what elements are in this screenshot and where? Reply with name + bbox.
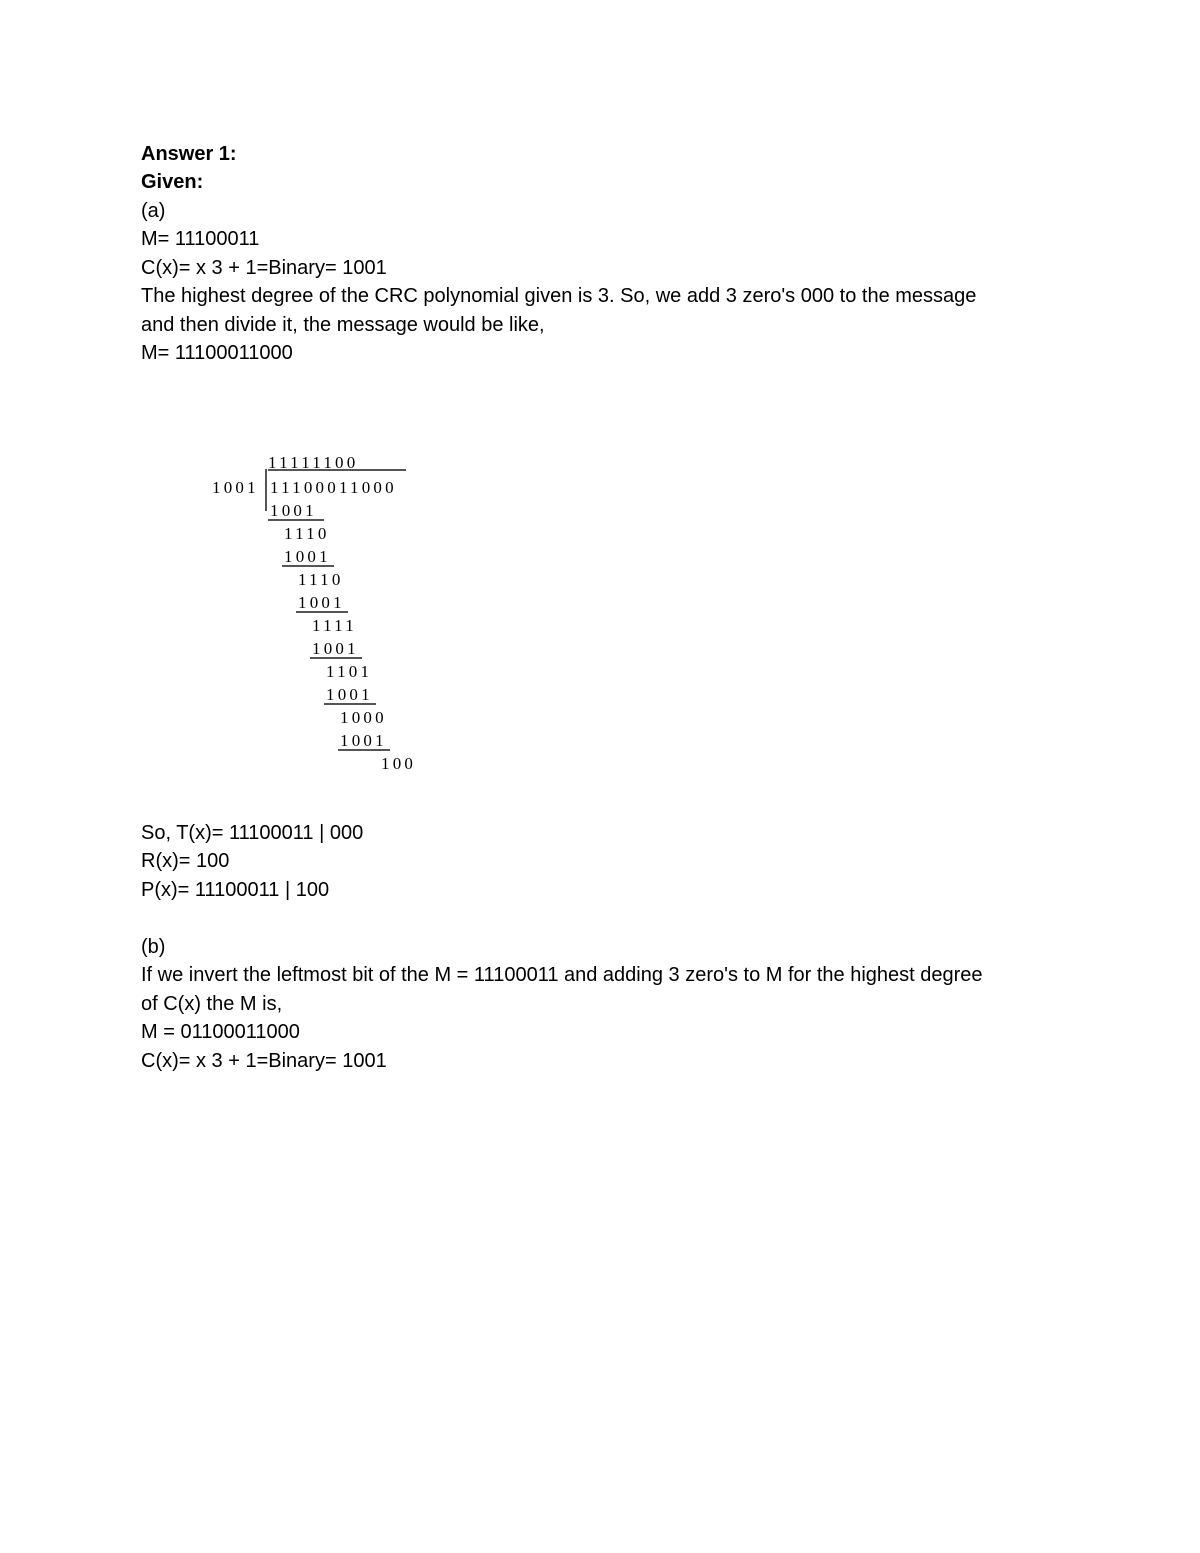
step-5-rule [324, 703, 376, 705]
step-3-remainder: 1111 [312, 616, 357, 635]
given-label: Given: [141, 171, 204, 193]
message-line: M= 11100011 [141, 228, 260, 250]
answer-heading: Answer 1: [141, 143, 237, 165]
step-4-rule [310, 657, 362, 659]
step-6-subtract: 1001 [340, 731, 387, 750]
generator-line: C(x)= x 3 + 1=Binary= 1001 [141, 257, 387, 279]
explanation-line-1: The highest degree of the CRC polynomial given is 3. So, we add 3 zero's 000 to the message [141, 285, 977, 307]
quotient-bar [268, 469, 406, 471]
step-3-subtract: 1001 [298, 593, 345, 612]
step-4-remainder: 1101 [326, 662, 373, 681]
step-1-subtract: 1001 [270, 501, 317, 520]
part-a-label: (a) [141, 200, 166, 222]
remainder-line: R(x)= 100 [141, 850, 230, 872]
part-b-generator-line: C(x)= x 3 + 1=Binary= 1001 [141, 1050, 387, 1072]
step-6-rule [338, 749, 390, 751]
division-bracket [265, 469, 267, 511]
modified-message-line: M = 01100011000 [141, 1021, 300, 1043]
step-2-remainder: 1110 [298, 570, 344, 589]
step-2-rule [282, 565, 334, 567]
step-1-rule [268, 519, 324, 521]
transmitted-line: So, T(x)= 11100011 | 000 [141, 822, 364, 844]
step-4-subtract: 1001 [312, 639, 359, 658]
division-divisor: 1001 [212, 478, 259, 497]
padded-message-line: M= 11100011000 [141, 342, 293, 364]
division-dividend: 11100011000 [270, 478, 397, 497]
part-b-line-2: of C(x) the M is, [141, 993, 283, 1015]
step-3-rule [296, 611, 348, 613]
packet-line: P(x)= 11100011 | 100 [141, 879, 330, 901]
final-remainder: 100 [381, 754, 417, 773]
step-5-remainder: 1000 [340, 708, 387, 727]
part-b-label: (b) [141, 936, 166, 958]
step-1-remainder: 1110 [284, 524, 330, 543]
step-5-subtract: 1001 [326, 685, 373, 704]
step-2-subtract: 1001 [284, 547, 331, 566]
explanation-line-2: and then divide it, the message would be like, [141, 314, 545, 336]
division-quotient: 11111100 [268, 453, 359, 472]
part-b-line-1: If we invert the leftmost bit of the M = 11100011 and adding 3 zero's to M for the highest degree [141, 964, 983, 986]
